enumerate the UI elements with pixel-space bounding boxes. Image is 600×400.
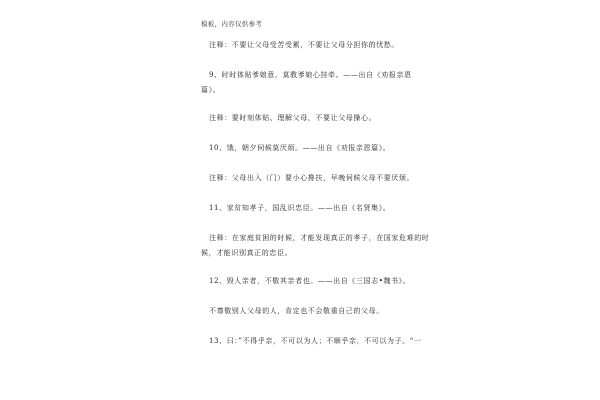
text-line-quote-9: 9、时时体贴爹娘意，莫教爹娘心挂牵。——出自《劝报亲恩 — [209, 71, 412, 79]
text-line-quote-11: 11、家贫知孝子，国乱识忠臣。——出自《名贤集》。 — [209, 204, 391, 212]
text-line-note-11-cont: 候，才能识别真正的忠臣。 — [201, 249, 293, 257]
text-line-note-11: 注释：在家庭贫困的时候，才能发现真正的孝子，在国家危难的时 — [209, 234, 430, 242]
text-line-quote-13: 13、曰：”不得乎亲，不可以为人；不顺乎亲，不可以为子。“一 — [209, 337, 422, 345]
text-line-note-1: 注释：不要让父母受苦受累，不要让父母分担你的忧愁。 — [209, 41, 399, 49]
text-line-quote-10: 10、饿，朝夕伺候莫厌烦。——出自《劝报亲恩篇》。 — [209, 144, 391, 152]
text-line-quote-12: 12、毁人亲者，不敬其亲者也。——出自《三国志•魏书》。 — [209, 277, 411, 285]
page-header: 模板，内容仅供参考 — [201, 20, 263, 28]
text-line-note-12: 不尊敬别人父母的人，肯定也不会敬重自己的父母。 — [209, 307, 384, 315]
text-line-note-10: 注释：父母出入（门）要小心搀扶，早晚伺候父母不要厌烦。 — [209, 174, 415, 182]
text-line-quote-9-cont: 篇》。 — [201, 86, 221, 94]
text-line-note-9: 注释：要时刻体贴、理解父母，不要让父母操心。 — [209, 114, 377, 122]
